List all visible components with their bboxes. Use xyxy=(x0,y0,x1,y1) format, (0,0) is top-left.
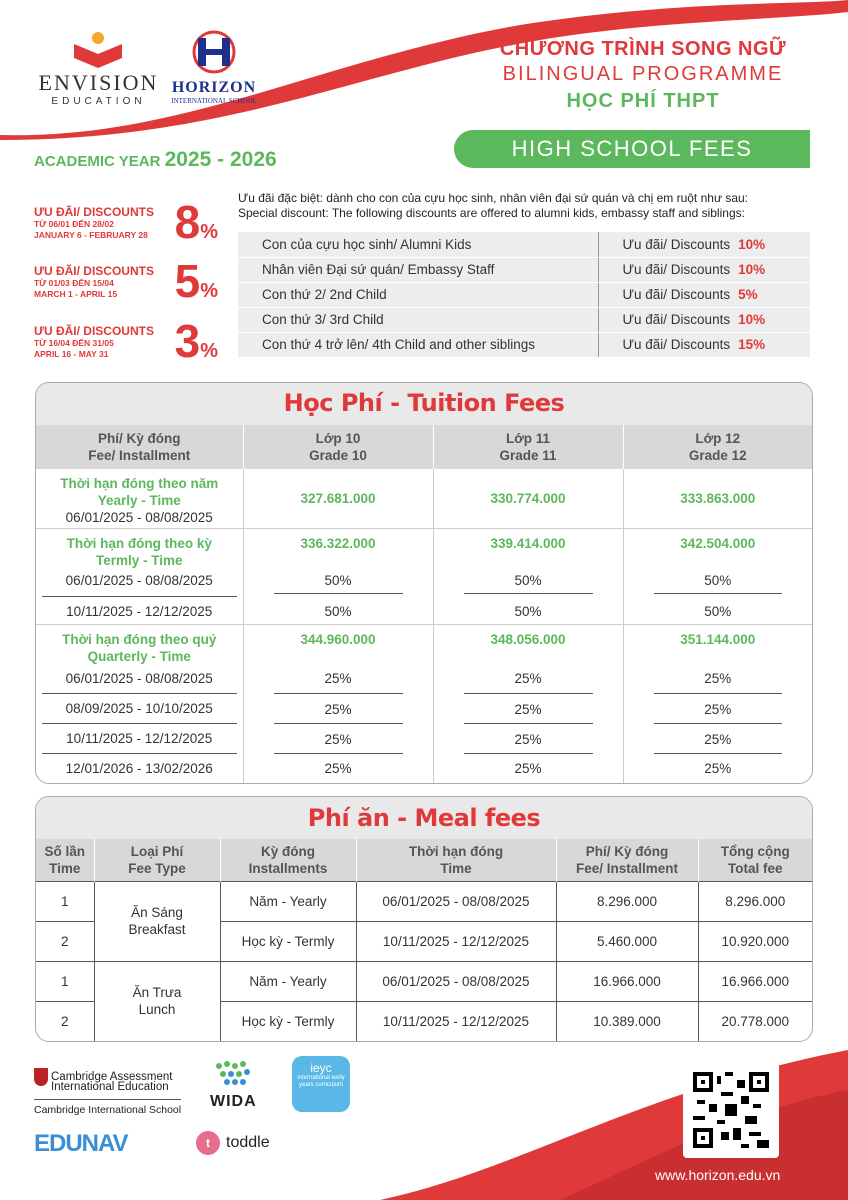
discount-percent xyxy=(174,255,218,314)
meal-time: 06/01/2025 - 08/08/2025 xyxy=(356,881,556,921)
meal-time: 10/11/2025 - 12/12/2025 xyxy=(356,921,556,961)
discount-label: ƯU ĐÃI/ DISCOUNTS xyxy=(34,264,154,278)
header-line-2: Fee Type xyxy=(128,860,186,876)
termly-title-vi: Thời hạn đóng theo kỳ xyxy=(66,536,212,551)
yearly-row xyxy=(36,469,812,529)
table-row xyxy=(238,282,810,307)
meal-type-en: Breakfast xyxy=(128,922,186,937)
meal-header-cell xyxy=(556,839,698,881)
discount-cell-label: Ưu đãi/ Discounts xyxy=(622,262,731,277)
tuition-fees-section xyxy=(35,382,813,784)
discount-cell xyxy=(598,232,810,257)
qr-code-icon xyxy=(693,1072,769,1148)
horizon-sub: INTERNATIONAL SCHOOL xyxy=(171,97,257,105)
amount: 344.960.000 xyxy=(300,632,376,647)
discount-cell-label: Ưu đãi/ Discounts xyxy=(622,287,731,302)
meal-fee: 10.389.000 xyxy=(556,1001,698,1041)
meal-installment: Học kỳ - Termly xyxy=(220,1001,356,1041)
discount-percent-unit: % xyxy=(200,280,218,302)
special-line-vi: Ưu đãi đặc biệt: dành cho con của cựu học sinh, nhân viên đại sứ quán và chị em ruột như sau: xyxy=(238,191,748,205)
title-vi: CHƯƠNG TRÌNH SONG NGỮ xyxy=(499,38,787,60)
percent: 50% xyxy=(274,572,403,594)
amount: 336.322.000 xyxy=(300,536,376,551)
meal-fee: 16.966.000 xyxy=(556,961,698,1001)
yearly-amount-g11 xyxy=(433,469,623,529)
discount-name: Con thứ 3/ 3rd Child xyxy=(238,307,598,332)
envision-logo xyxy=(36,30,161,107)
title-block xyxy=(478,38,808,113)
meal-table xyxy=(36,839,812,1041)
termly-g12 xyxy=(623,529,812,625)
amount: 342.504.000 xyxy=(680,536,756,551)
cambridge-logo xyxy=(34,1068,181,1117)
quarterly-date-1: 06/01/2025 - 08/08/2025 xyxy=(42,665,237,694)
cambridge-shield-icon xyxy=(34,1068,48,1086)
quarterly-title-en: Quarterly - Time xyxy=(87,649,191,664)
academic-year-value: 2025 - 2026 xyxy=(164,148,277,171)
percent: 25% xyxy=(704,761,732,776)
termly-g10 xyxy=(243,529,433,625)
meal-header-cell xyxy=(94,839,220,881)
subtitle-vi: HỌC PHÍ THPT xyxy=(566,90,720,112)
percent: 25% xyxy=(514,761,542,776)
header-line-1: Loại Phí xyxy=(130,843,184,859)
termly-date-2: 10/11/2025 - 12/12/2025 xyxy=(66,604,213,619)
meal-installment: Năm - Yearly xyxy=(220,961,356,1001)
header-line-2: Total fee xyxy=(727,860,783,876)
meal-fee: 8.296.000 xyxy=(556,881,698,921)
header-line-1: Lớp 11 xyxy=(505,431,551,446)
quarterly-row xyxy=(36,625,812,784)
wida-dots-icon xyxy=(213,1060,253,1088)
quarterly-g12 xyxy=(623,625,812,784)
qr-code[interactable] xyxy=(683,1062,779,1158)
meal-fee: 5.460.000 xyxy=(556,921,698,961)
meal-count: 1 xyxy=(36,961,94,1001)
percent: 25% xyxy=(274,670,403,694)
discount-percent-unit: % xyxy=(200,340,218,362)
wida-logo xyxy=(210,1060,257,1111)
tuition-table xyxy=(36,425,812,783)
amount: 333.863.000 xyxy=(680,491,756,506)
discount-value: 15% xyxy=(738,337,766,352)
meal-total: 20.778.000 xyxy=(698,1001,812,1041)
header-line-1: Lớp 10 xyxy=(315,431,361,446)
percent: 25% xyxy=(654,670,782,694)
yearly-title-vi: Thời hạn đóng theo năm xyxy=(60,476,219,491)
tuition-title: Học Phí - Tuition Fees xyxy=(36,383,812,425)
meal-type-lunch xyxy=(94,961,220,1041)
meal-fees-section xyxy=(35,796,813,1042)
percent: 25% xyxy=(274,694,403,724)
quarterly-g10 xyxy=(243,625,433,784)
discount-cell-label: Ưu đãi/ Discounts xyxy=(622,337,731,352)
envision-sub: EDUCATION xyxy=(51,96,146,107)
header-line-1: Số lần xyxy=(44,843,85,859)
table-row xyxy=(238,232,810,257)
academic-year xyxy=(34,148,277,172)
yearly-amount-g10 xyxy=(243,469,433,529)
percent: 25% xyxy=(464,694,593,724)
horizon-logo xyxy=(170,30,258,105)
quarterly-title-vi: Thời hạn đóng theo quý xyxy=(62,632,217,647)
yearly-label-cell xyxy=(36,469,243,529)
ieyc-logo xyxy=(292,1056,350,1112)
percent: 50% xyxy=(704,604,732,619)
percent: 25% xyxy=(324,761,352,776)
header-line-2: Grade 11 xyxy=(499,448,557,463)
discount-value: 10% xyxy=(738,312,766,327)
meal-type-breakfast xyxy=(94,881,220,961)
meal-title: Phí ăn - Meal fees xyxy=(36,797,812,839)
discount-dates-en: APRIL 16 - MAY 31 xyxy=(34,349,109,359)
meal-count: 2 xyxy=(36,1001,94,1041)
discount-value: 10% xyxy=(738,262,766,277)
header-line-1: Lớp 12 xyxy=(695,431,741,446)
meal-header-cell xyxy=(220,839,356,881)
header-line-1: Thời hạn đóng xyxy=(408,843,504,859)
header-line-1: Phí/ Kỳ đóng xyxy=(585,843,669,859)
discount-cell xyxy=(598,282,810,307)
percent: 25% xyxy=(654,694,782,724)
discount-label: ƯU ĐÃI/ DISCOUNTS xyxy=(34,205,154,219)
envision-name: ENVISION xyxy=(38,70,159,95)
grade-12-header xyxy=(623,425,812,469)
meal-time: 06/01/2025 - 08/08/2025 xyxy=(356,961,556,1001)
toddle-icon: t xyxy=(196,1131,220,1155)
discount-percent-value: 5 xyxy=(174,255,201,307)
discount-percent-value: 8 xyxy=(174,196,201,248)
tuition-header-row xyxy=(36,425,812,469)
discount-name: Nhân viên Đại sứ quán/ Embassy Staff xyxy=(238,257,598,282)
discount-cell xyxy=(598,332,810,357)
envision-mark-icon xyxy=(36,30,161,70)
percent: 25% xyxy=(274,724,403,754)
quarterly-date-3: 10/11/2025 - 12/12/2025 xyxy=(42,724,237,754)
horizon-name: HORIZON xyxy=(171,79,257,96)
meal-installment: Năm - Yearly xyxy=(220,881,356,921)
header-line-2: Installments xyxy=(248,860,328,876)
percent: 50% xyxy=(654,572,782,594)
percent: 50% xyxy=(464,572,593,594)
grade-11-header xyxy=(433,425,623,469)
special-discount-table xyxy=(238,232,810,358)
discount-cell-label: Ưu đãi/ Discounts xyxy=(622,236,731,252)
meal-header-cell xyxy=(356,839,556,881)
discount-percent-value: 3 xyxy=(174,315,201,367)
termly-title-en: Termly - Time xyxy=(95,553,183,568)
header-line-2: Grade 10 xyxy=(309,448,367,463)
ieyc-text: ieyc xyxy=(310,1061,332,1075)
header-line-2: Fee/ Installment xyxy=(575,860,679,876)
discount-label: ƯU ĐÃI/ DISCOUNTS xyxy=(34,324,154,338)
table-row xyxy=(238,257,810,282)
amount: 348.056.000 xyxy=(490,632,566,647)
ieyc-sub: international early years curriculum xyxy=(297,1075,345,1088)
early-discount-2 xyxy=(34,255,224,307)
meal-total: 16.966.000 xyxy=(698,961,812,1001)
termly-date-1: 06/01/2025 - 08/08/2025 xyxy=(42,569,237,597)
meal-count: 1 xyxy=(36,881,94,921)
meal-header-cell xyxy=(36,839,94,881)
header-line-2: Time xyxy=(440,860,472,876)
discount-name: Con thứ 2/ 2nd Child xyxy=(238,282,598,307)
meal-time: 10/11/2025 - 12/12/2025 xyxy=(356,1001,556,1041)
cambridge-line-1: Cambridge Assessment xyxy=(51,1071,173,1084)
table-row xyxy=(238,332,810,357)
discount-dates-vi: TỪ 01/03 ĐẾN 15/04 xyxy=(34,278,114,288)
discount-dates-en: MARCH 1 - APRIL 15 xyxy=(34,289,118,299)
meal-installment: Học kỳ - Termly xyxy=(220,921,356,961)
quarterly-date-2: 08/09/2025 - 10/10/2025 xyxy=(42,694,237,724)
percent: 25% xyxy=(654,724,782,754)
meal-total: 10.920.000 xyxy=(698,921,812,961)
amount: 327.681.000 xyxy=(300,491,376,506)
meal-type-en: Lunch xyxy=(138,1002,176,1018)
discount-dates-en: JANUARY 6 - FEBRUARY 28 xyxy=(34,230,148,240)
meal-header-row xyxy=(36,839,812,881)
discount-cell xyxy=(598,257,810,282)
grade-10-header xyxy=(243,425,433,469)
early-discount-1 xyxy=(34,196,224,248)
discount-value: 5% xyxy=(738,287,758,302)
amount: 339.414.000 xyxy=(490,536,566,551)
discount-percent xyxy=(174,315,218,374)
quarterly-label-cell xyxy=(36,625,243,784)
website-link[interactable]: www.horizon.edu.vn xyxy=(655,1167,781,1183)
wida-text: WIDA xyxy=(210,1093,257,1110)
meal-type-vi: Ăn Trưa xyxy=(132,985,182,1001)
early-discount-3 xyxy=(34,315,224,367)
meal-header-cell xyxy=(698,839,812,881)
discount-dates-vi: TỪ 16/04 ĐẾN 31/05 xyxy=(34,338,114,348)
toddle-logo xyxy=(196,1131,270,1155)
horizon-mark-icon xyxy=(186,30,242,74)
header-line-2: Fee/ Installment xyxy=(88,448,191,463)
cambridge-line-2: International Education xyxy=(51,1081,169,1093)
special-discount-text xyxy=(238,191,818,221)
edunav-logo: EDUNAV xyxy=(34,1130,128,1157)
toddle-text: toddle xyxy=(226,1134,270,1151)
title-en: BILINGUAL PROGRAMME xyxy=(502,63,784,85)
header-line-2: Time xyxy=(49,860,81,876)
meal-count: 2 xyxy=(36,921,94,961)
table-row xyxy=(36,961,812,1001)
discount-dates-vi: TỪ 06/01 ĐẾN 28/02 xyxy=(34,219,114,229)
academic-year-label: ACADEMIC YEAR xyxy=(34,153,161,170)
header-line-1: Kỳ đóng xyxy=(261,843,315,859)
discount-name: Con thứ 4 trở lên/ 4th Child and other siblings xyxy=(238,332,598,357)
header-line-1: Phí/ Kỳ đóng xyxy=(98,431,181,446)
discount-cell xyxy=(598,307,810,332)
header-line-2: Grade 12 xyxy=(688,448,747,463)
termly-g11 xyxy=(433,529,623,625)
percent: 25% xyxy=(464,724,593,754)
amount: 330.774.000 xyxy=(490,491,566,506)
discount-cell-label: Ưu đãi/ Discounts xyxy=(622,312,731,327)
percent: 50% xyxy=(324,604,352,619)
meal-type-vi: Ăn Sáng xyxy=(131,905,183,920)
termly-label-cell xyxy=(36,529,243,625)
table-row xyxy=(238,307,810,332)
header-line-1: Tổng cộng xyxy=(720,843,790,859)
discount-percent xyxy=(174,196,218,255)
termly-row xyxy=(36,529,812,625)
yearly-date: 06/01/2025 - 08/08/2025 xyxy=(65,510,213,525)
table-row xyxy=(36,881,812,921)
fee-installment-header xyxy=(36,425,243,469)
yearly-amount-g12 xyxy=(623,469,812,529)
quarterly-date-4: 12/01/2026 - 13/02/2026 xyxy=(65,761,213,776)
meal-total: 8.296.000 xyxy=(698,881,812,921)
discount-value: 10% xyxy=(738,236,766,252)
percent: 25% xyxy=(464,670,593,694)
special-line-en: Special discount: The following discounts are offered to alumni kids, embassy staff and siblings: xyxy=(238,206,745,220)
yearly-title-en: Yearly - Time xyxy=(97,493,181,508)
subtitle-en-pill: HIGH SCHOOL FEES xyxy=(454,130,810,168)
quarterly-g11 xyxy=(433,625,623,784)
discount-name: Con của cựu học sinh/ Alumni Kids xyxy=(238,232,598,257)
percent: 50% xyxy=(514,604,542,619)
discount-percent-unit: % xyxy=(200,221,218,243)
cambridge-line-3: Cambridge International School xyxy=(34,1099,181,1117)
amount: 351.144.000 xyxy=(680,632,756,647)
